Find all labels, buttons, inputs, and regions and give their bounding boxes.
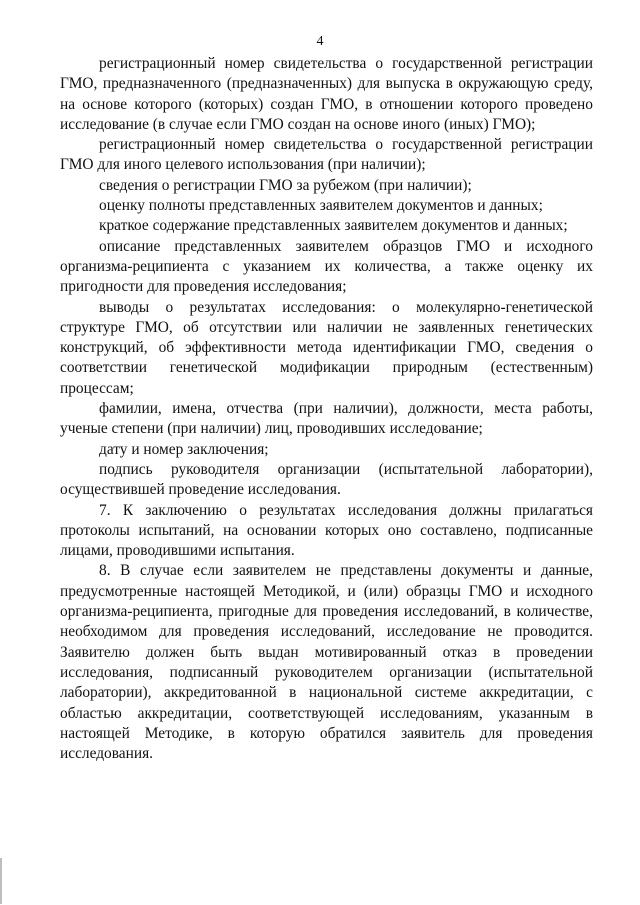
- paragraph-researchers-info: фамилии, имена, отчества (при наличии), должности, места работы, ученые степени (при наличии) лиц, проводивших исследование;: [60, 400, 593, 438]
- paragraph-item-7-test-protocols: 7. К заключению о результатах исследования должны прилагаться протоколы испытаний, на основании которых оно составлено, подписанные лицами, проводившими испытания.: [60, 501, 593, 560]
- paragraph-sample-description: описание представленных заявителем образцов ГМО и исходного организма-реципиента с указанием их количества, а также оценку их пригодности для проведения исследования;: [60, 237, 593, 296]
- paragraph-completeness-assessment: оценку полноты представленных заявителем документов и данных;: [99, 197, 543, 215]
- paragraph-head-signature: подпись руководителя организации (испытательной лаборатории), осуществившей проведение исследования.: [60, 460, 593, 499]
- paragraph-item-8-refusal: 8. В случае если заявителем не представлены документы и данные, предусмотренные настоящей Методикой, и (или) образцы ГМО и исходного организма-реципиента, пригодные для проведения исследований, в количестве, необходимом для проведения исследований, исследование не проводится. Заявителю должен быть выдан мотивированный отказ в проведении исследования, подписанный руководителем организации (испытательной лаборатории), аккредитованной в национальной системе аккредитации, с областью аккредитации, соответствующей исследованиям, указанным в настоящей Методике, в которую обратился заявитель для проведения исследования.: [60, 562, 593, 763]
- paragraph-conclusion-date-number: дату и номер заключения;: [99, 440, 269, 458]
- paragraph-registration-number-other-use: регистрационный номер свидетельства о государственной регистрации ГМО для иного целевого использования (при наличии);: [60, 136, 593, 174]
- paragraph-summary-of-documents: краткое содержание представленных заявителем документов и данных;: [99, 217, 568, 235]
- paragraph-registration-number-parent-gmo: регистрационный номер свидетельства о государственной регистрации ГМО, предназначенного (предназначенных) для выпуска в окружающую среду, на основе которого (которых) создан ГМО, в отношении которого проведено исследование (в случае если ГМО создан на основе иного (иных) ГМО);: [60, 55, 593, 133]
- paragraph-foreign-registration: сведения о регистрации ГМО за рубежом (при наличии);: [99, 176, 472, 194]
- document-body: [60, 54, 593, 764]
- paragraph-study-conclusions: выводы о результатах исследования: о молекулярно-генетической структуре ГМО, об отсутствии или наличии не заявленных генетических конструкций, об эффективности метода идентификации ГМО, сведения о соответствии генетической модификации природным (естественным) процессам;: [60, 298, 593, 397]
- page-number: 4: [316, 34, 324, 49]
- scan-edge-mark: [0, 858, 2, 904]
